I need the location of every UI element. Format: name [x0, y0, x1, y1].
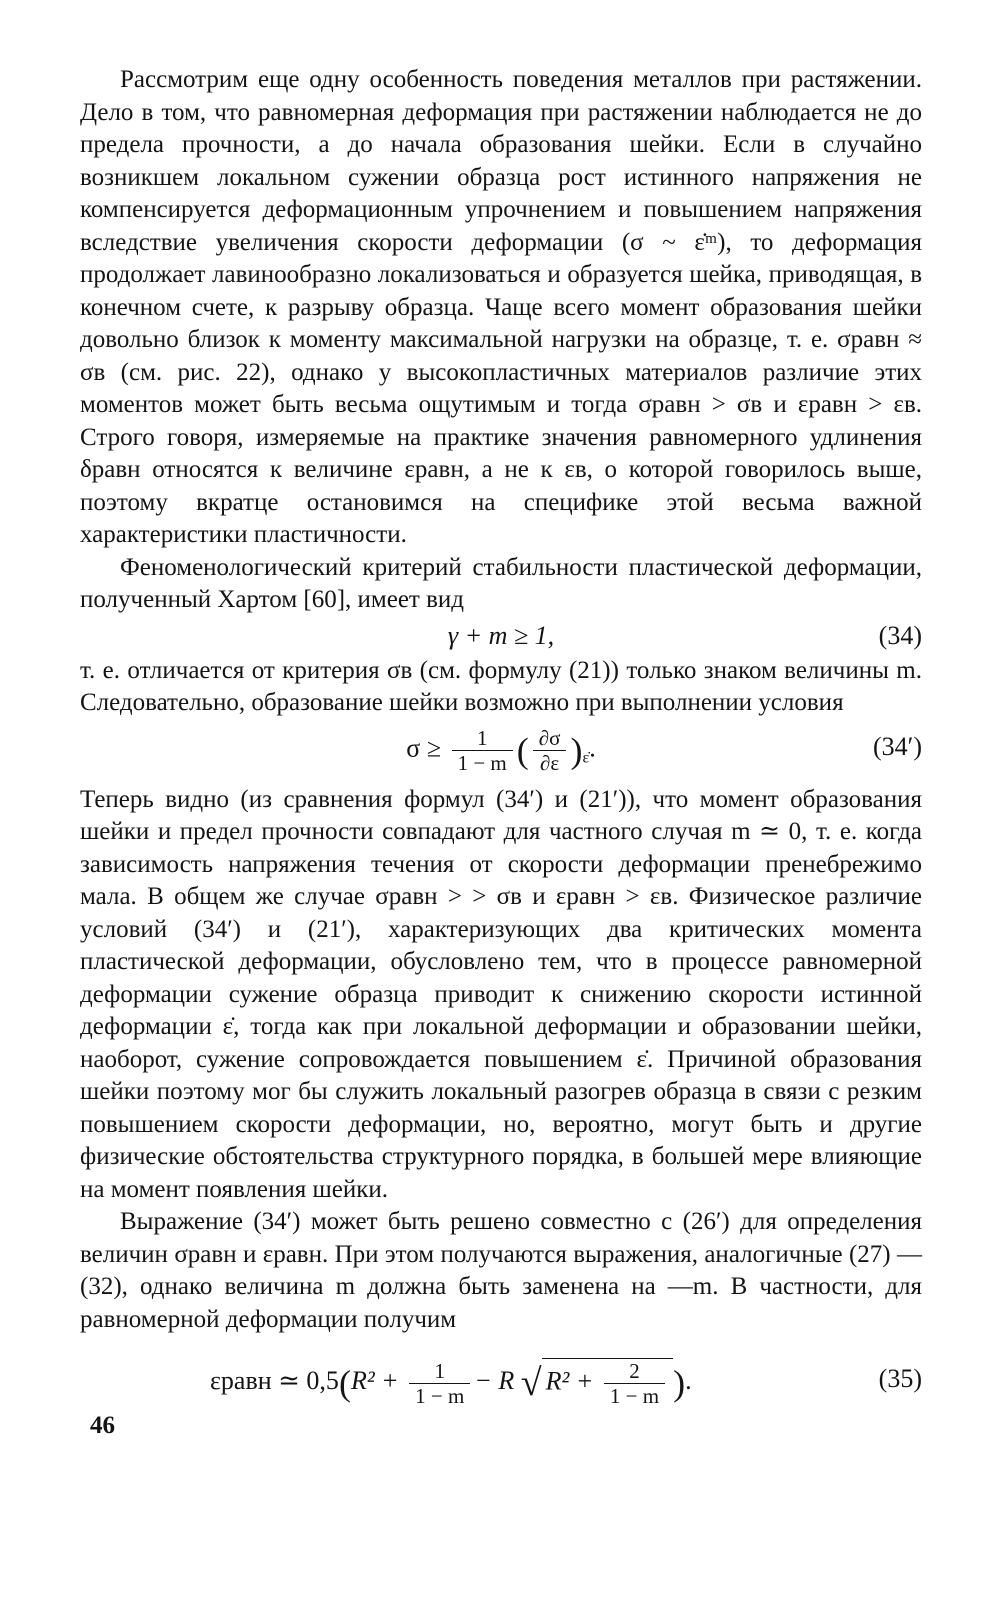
- formula-34-expr: γ + m ≥ 1,: [447, 620, 555, 650]
- paragraph-3: т. е. отличается от критерия σв (см. формулу (21)) только знаком величины m. Следовательно, образование шейки возможно при выполнении условия: [80, 656, 922, 716]
- formula-35-term1: R² +: [350, 1365, 399, 1395]
- formula-35-frac1: [409, 1359, 470, 1408]
- formula-35-frac2-num: 2: [604, 1359, 665, 1384]
- formula-35-sqrt: [542, 1358, 673, 1408]
- paragraph-2: Феноменологический критерий стабильности пластической деформации, полученный Хартом [60], имеет вид: [80, 553, 922, 613]
- formula-34: [80, 617, 922, 655]
- formula-35-minus-r: − R: [474, 1365, 515, 1395]
- formula-35-frac2: [604, 1359, 665, 1408]
- formula-34p-close-paren: ): [570, 730, 583, 770]
- formula-35-radical-sign: √: [520, 1362, 542, 1404]
- paragraph-5: Выражение (34′) может быть решено совместно с (26′) для определения величин σравн и εравн. При этом получаются выражения, аналогичные (27) —(32), однако величина m должна быть заменена на —m. В частности, для равномерной деформации получим: [80, 1208, 922, 1333]
- formula-34p-derivative: [533, 726, 567, 775]
- formula-34p-lhs: σ ≥: [406, 732, 442, 762]
- formula-34p-frac-num: 1: [452, 726, 513, 751]
- paragraph-1: Рассмотрим еще одну особенность поведения металлов при растяжении. Дело в том, что равномерная деформация при растяжении наблюдается не до предела прочности, а до начала образования шейки. Если в случайно возникшем локальном сужении образца рост истинного напряжения не компенсируется деформационным упрочнением и повышением напряжения вследствие увеличения скорости деформации (σ ~ ε̇ᵐ), то деформация продолжает лавинообразно локализоваться и образуется шейка, приводящая, в конечном счете, к разрыву образца. Чаще всего момент образования шейки довольно близок к моменту максимальной нагрузки на образце, т. е. σравн ≈ σв (см. рис. 22), однако у высокопластичных материалов различие этих моментов может быть весьма ощутимым и тогда σравн > σв и εравн > εв. Строго говоря, измеряемые на практике значения равномерного удлинения δравн относятся к величине εравн, а не к εв, о которой говорилось выше, поэтому вкратце остановимся на специфике этой весьма важной характеристики пластичности.: [80, 66, 922, 548]
- formula-35-lhs: εравн ≃ 0,5: [210, 1365, 339, 1395]
- formula-35-frac1-den: 1 − m: [415, 1383, 465, 1408]
- formula-35-sqrt-term: R² +: [545, 1366, 594, 1396]
- formula-34p-tail: .: [589, 732, 596, 762]
- formula-35-number: (35): [878, 1364, 922, 1393]
- formula-35-frac1-num: 1: [409, 1359, 470, 1384]
- formula-34p-deriv-num: ∂σ: [533, 726, 567, 751]
- formula-35-tail: .: [685, 1365, 692, 1395]
- formula-34p-open-paren: (: [516, 730, 529, 770]
- formula-34-prime: [80, 720, 922, 784]
- paragraph-4: Теперь видно (из сравнения формул (34′) и (21′)), что момент образования шейки и предел прочности совпадают для частного случая m ≃ 0, т. е. когда зависимость напряжения течения от скорости деформации пренебрежимо мала. В общем же случае σравн > > σв и εравн > εв. Физическое различие условий (34′) и (21′), характеризующих два критических момента пластической деформации, обусловлено тем, что в процессе равномерной деформации сужение образца приводит к снижению скорости истинной деформации ε̇, тогда как при локальной деформации и образовании шейки, наоборот, сужение сопровождается повышением ε̇. Причиной образования шейки поэтому мог бы служить локальный разогрев образца в связи с резким повышением скорости деформации, но, вероятно, могут быть и другие физические обстоятельства структурного порядка, в большей мере влияющие на момент появления шейки.: [80, 785, 922, 1203]
- formula-34p-number: (34′): [872, 731, 922, 761]
- formula-34p-sub: ε̇: [582, 749, 590, 767]
- formula-34p-fraction: [452, 726, 513, 775]
- page-number: 46: [90, 1412, 115, 1439]
- formula-34p-deriv-den: ∂ε: [540, 750, 560, 775]
- formula-34-number: (34): [878, 620, 922, 650]
- formula-34p-frac-den: 1 − m: [457, 750, 507, 775]
- formula-35-open-paren: (: [338, 1363, 351, 1403]
- formula-35-close-paren: ): [673, 1363, 686, 1403]
- body-text: [80, 64, 922, 1412]
- formula-35-frac2-den: 1 − m: [609, 1384, 660, 1408]
- formula-35: [80, 1350, 922, 1412]
